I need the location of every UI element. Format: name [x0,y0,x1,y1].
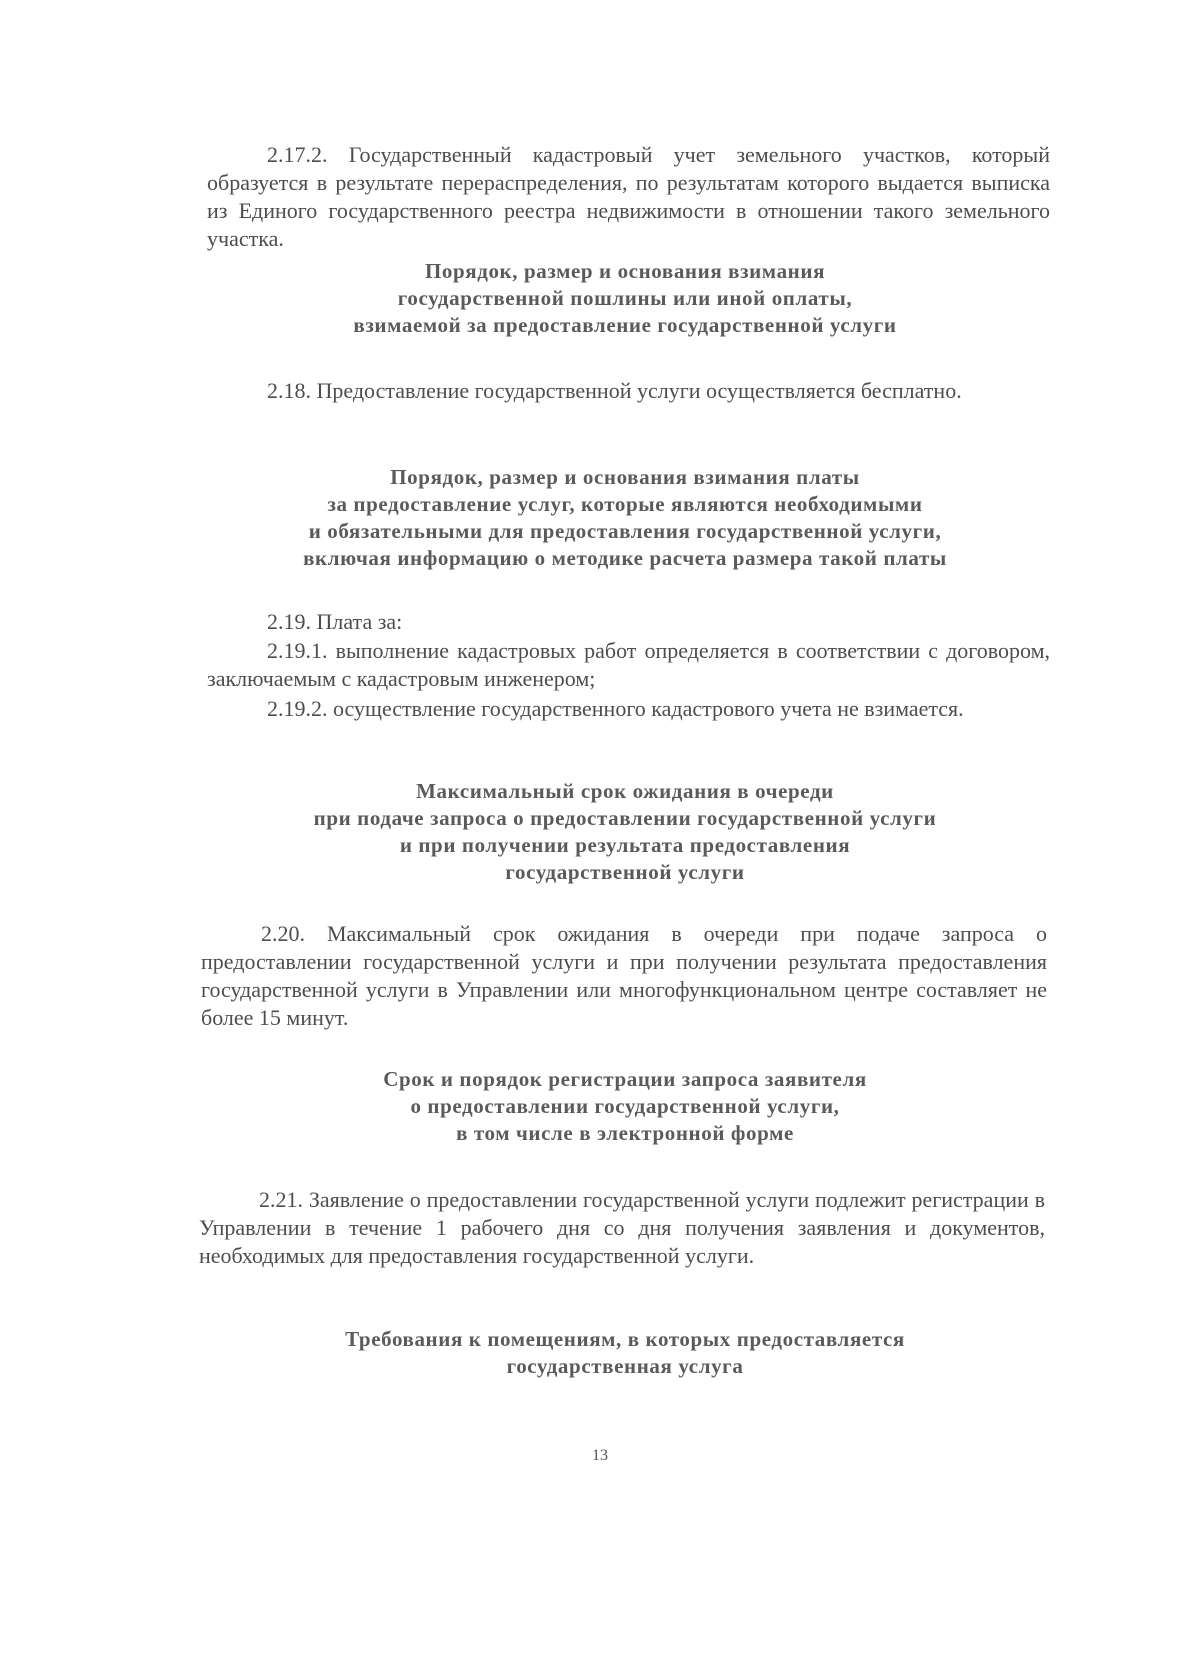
paragraph-2-20: 2.20. Максимальный срок ожидания в очереди при подаче запроса о предоставлении государственной услуги и при получении результата предоставления государственной услуги в Управлении или многофункциональном центре составляет не более 15 минут. [201,921,1047,1030]
paragraph-2-19-2: 2.19.2. осуществление государственного кадастрового учета не взимается. [267,696,964,721]
heading-state-duty [200,258,1050,339]
heading-line: государственной пошлины или иной оплаты, [397,286,853,310]
heading-premises-requirements [200,1326,1050,1380]
heading-line: Максимальный срок ожидания в очереди [416,779,834,803]
heading-line: и обязательными для предоставления государственной услуги, [308,519,942,543]
heading-line: государственной услуги [505,860,745,884]
page-number: 13 [592,1447,608,1464]
paragraph-2-19: 2.19. Плата за: [267,609,403,634]
heading-line: взимаемой за предоставление государственной услуги [353,313,897,337]
heading-line: Срок и порядок регистрации запроса заявителя [383,1067,867,1091]
heading-line: Порядок, размер и основания взимания [424,259,826,283]
heading-line: государственная услуга [506,1354,744,1378]
heading-line: за предоставление услуг, которые являются необходимыми [327,492,923,516]
paragraph-2-21: 2.21. Заявление о предоставлении государственной услуги подлежит регистрации в Управлении в течение 1 рабочего дня со дня получения заявления и документов, необходимых для предоставления государственной услуги. [199,1187,1045,1268]
paragraph-2-19-1: 2.19.1. выполнение кадастровых работ определяется в соответствии с договором, заключаемым с кадастровым инженером; [207,638,1050,691]
heading-max-wait-time [200,778,1050,886]
heading-line: о предоставлении государственной услуги, [410,1094,840,1118]
heading-line: и при получении результата предоставления [399,833,851,857]
heading-line: в том числе в электронной форме [456,1121,794,1145]
paragraph-2-18: 2.18. Предоставление государственной услуги осуществляется бесплатно. [267,378,962,403]
paragraph-2-17-2: 2.17.2. Государственный кадастровый учет земельного участков, который образуется в результате перераспределения, по результатам которого выдается выписка из Единого государственного реестра недвижимости в отношении такого земельного участка. [207,142,1050,251]
heading-registration-term [200,1066,1050,1147]
heading-line: при подаче запроса о предоставлении государственной услуги [313,806,937,830]
heading-line: Требования к помещениям, в которых предоставляется [345,1327,905,1351]
heading-line: Порядок, размер и основания взимания платы [390,465,860,489]
heading-line: включая информацию о методике расчета размера такой платы [303,546,947,570]
heading-required-services-fee [200,464,1050,572]
